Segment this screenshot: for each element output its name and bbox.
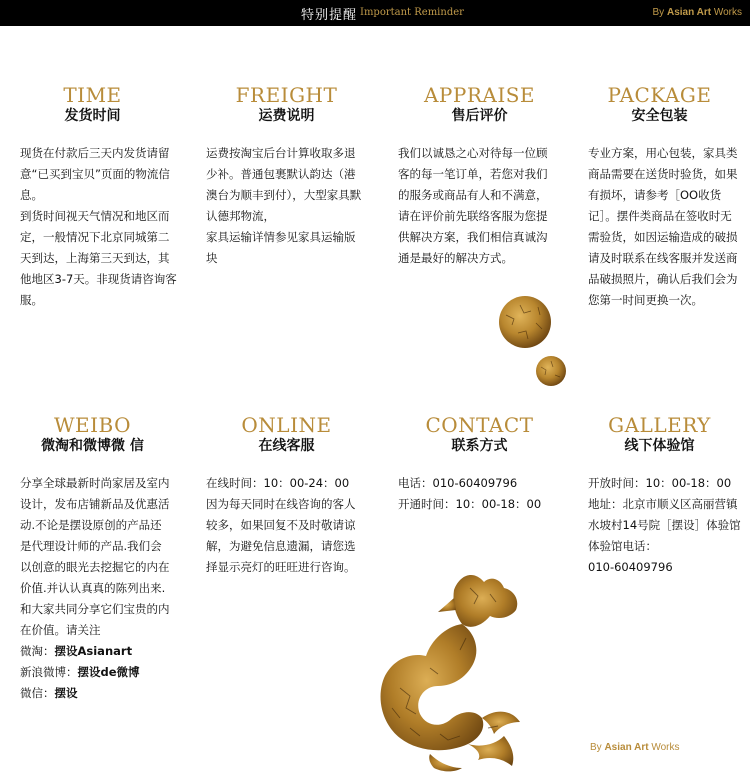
gallery-phone: 010-60409796 [588,560,673,574]
banner-title: 特别提醒 [301,8,358,23]
section-body [398,143,558,269]
section-title-cn: 线下体验馆 [624,438,695,454]
section-body [20,473,170,704]
account-weitao [20,641,170,662]
gallery-phone-label: 体验馆电话： [588,539,657,553]
section-title-cn: 运费说明 [258,108,315,124]
body-text: 运费按淘宝后台计算收取多退少补。普通包裹默认韵达（港澳台为顺丰到付），大型家具默认德邦物流， [206,146,362,223]
footer-brand-name: Asian Art [604,742,649,753]
account-label: 微淘： [20,644,55,658]
body-text: 家具运输详情参见家具运输版块 [206,230,356,265]
gold-phoenix-icon [370,568,530,773]
brand-prefix: By [652,7,667,18]
gallery-hours: 开放时间：10：00-18：00 [588,476,732,490]
account-wechat [20,683,170,704]
section-contact [398,414,573,515]
section-body [206,473,366,578]
section-freight [206,84,381,269]
section-online [206,414,381,578]
section-body [206,143,366,269]
account-sina-weibo [20,662,170,683]
account-value: 摆设de微博 [77,665,140,679]
section-appraise [398,84,573,269]
top-banner [0,0,750,26]
section-body [588,143,740,311]
section-body [398,473,558,515]
body-text: 分享全球最新时尚家居及室内设计，发布店铺新品及优惠活动.不论是摆设原创的产品还是代理设计师的产品.我们会以创意的眼光去挖掘它的内在价值.并认认真真的陈列出来.和大家共同分享它们宝贵的内在价值。请关注 [20,476,170,637]
account-label: 微信： [20,686,55,700]
section-package [588,84,750,311]
body-text: 因为每天同时在线咨询的客人较多，如果回复不及时敬请谅解，为避免信息遗漏，请您选择显示亮灯的旺旺进行咨询。 [206,497,356,574]
gallery-address: 地址：北京市顺义区高丽营镇水坡村14号院［摆设］体验馆 [588,497,741,532]
account-value: 摆设 [54,686,78,700]
section-title-en: ONLINE [241,413,332,437]
gold-circle-small-icon [535,355,567,387]
account-value: 摆设Asianart [54,644,133,658]
online-hours: 在线时间：10：00-24：00 [206,476,350,490]
section-body [20,143,180,311]
section-body [588,473,748,578]
section-title-en: FREIGHT [235,83,338,107]
banner-brand [653,7,742,18]
banner-subtitle: Important Reminder [360,7,464,18]
body-text: 现货在付款后三天内发货请留意“已买到宝贝”页面的物流信息。 [20,146,170,202]
section-title-cn: 发货时间 [64,108,121,124]
section-title-en: WEIBO [53,413,132,437]
section-weibo [20,414,195,704]
footer-brand [590,742,679,753]
account-label: 新浪微博： [20,665,78,679]
section-title-cn: 联系方式 [451,438,508,454]
gold-circle-large-icon [498,295,552,349]
brand-suffix: Works [711,7,742,18]
contact-phone: 电话：010-60409796 [398,476,518,490]
footer-brand-prefix: By [590,742,605,753]
section-title-en: APPRAISE [423,83,536,107]
section-title-en: PACKAGE [607,83,712,107]
section-title-en: TIME [63,83,122,107]
section-title-cn: 安全包装 [631,108,688,124]
body-text: 我们以诚恳之心对待每一位顾客的每一笔订单，若您对我们的服务或商品有人和不满意，请在评价前先联络客服为您提供解决方案，我们相信真诚沟通是最好的解决方式。 [398,146,548,265]
section-time [20,84,195,311]
body-text: 专业方案，用心包装，家具类商品需要在送货时验货，如果有损坏，请参考［OO收货记］。摆件类商品在签收时无需验货，如因运输造成的破损请及时联系在线客服并发送商品破损照片，确认后我们会为您第一时间更换一次。 [588,146,738,307]
section-title-cn: 在线客服 [258,438,315,454]
footer-brand-suffix: Works [648,742,680,753]
section-title-en: GALLERY [608,413,711,437]
body-text: 到货时间视天气情况和地区而定，一般情况下北京同城第二天到达，上海第三天到达，其他地区3-7天。非现货请咨询客服。 [20,209,177,307]
section-title-cn: 微淘和微博微 信 [41,438,144,454]
contact-hours: 开通时间：10：00-18：00 [398,497,542,511]
section-title-en: CONTACT [425,413,534,437]
section-title-cn: 售后评价 [451,108,508,124]
brand-name: Asian Art [666,7,712,18]
section-gallery [588,414,750,578]
